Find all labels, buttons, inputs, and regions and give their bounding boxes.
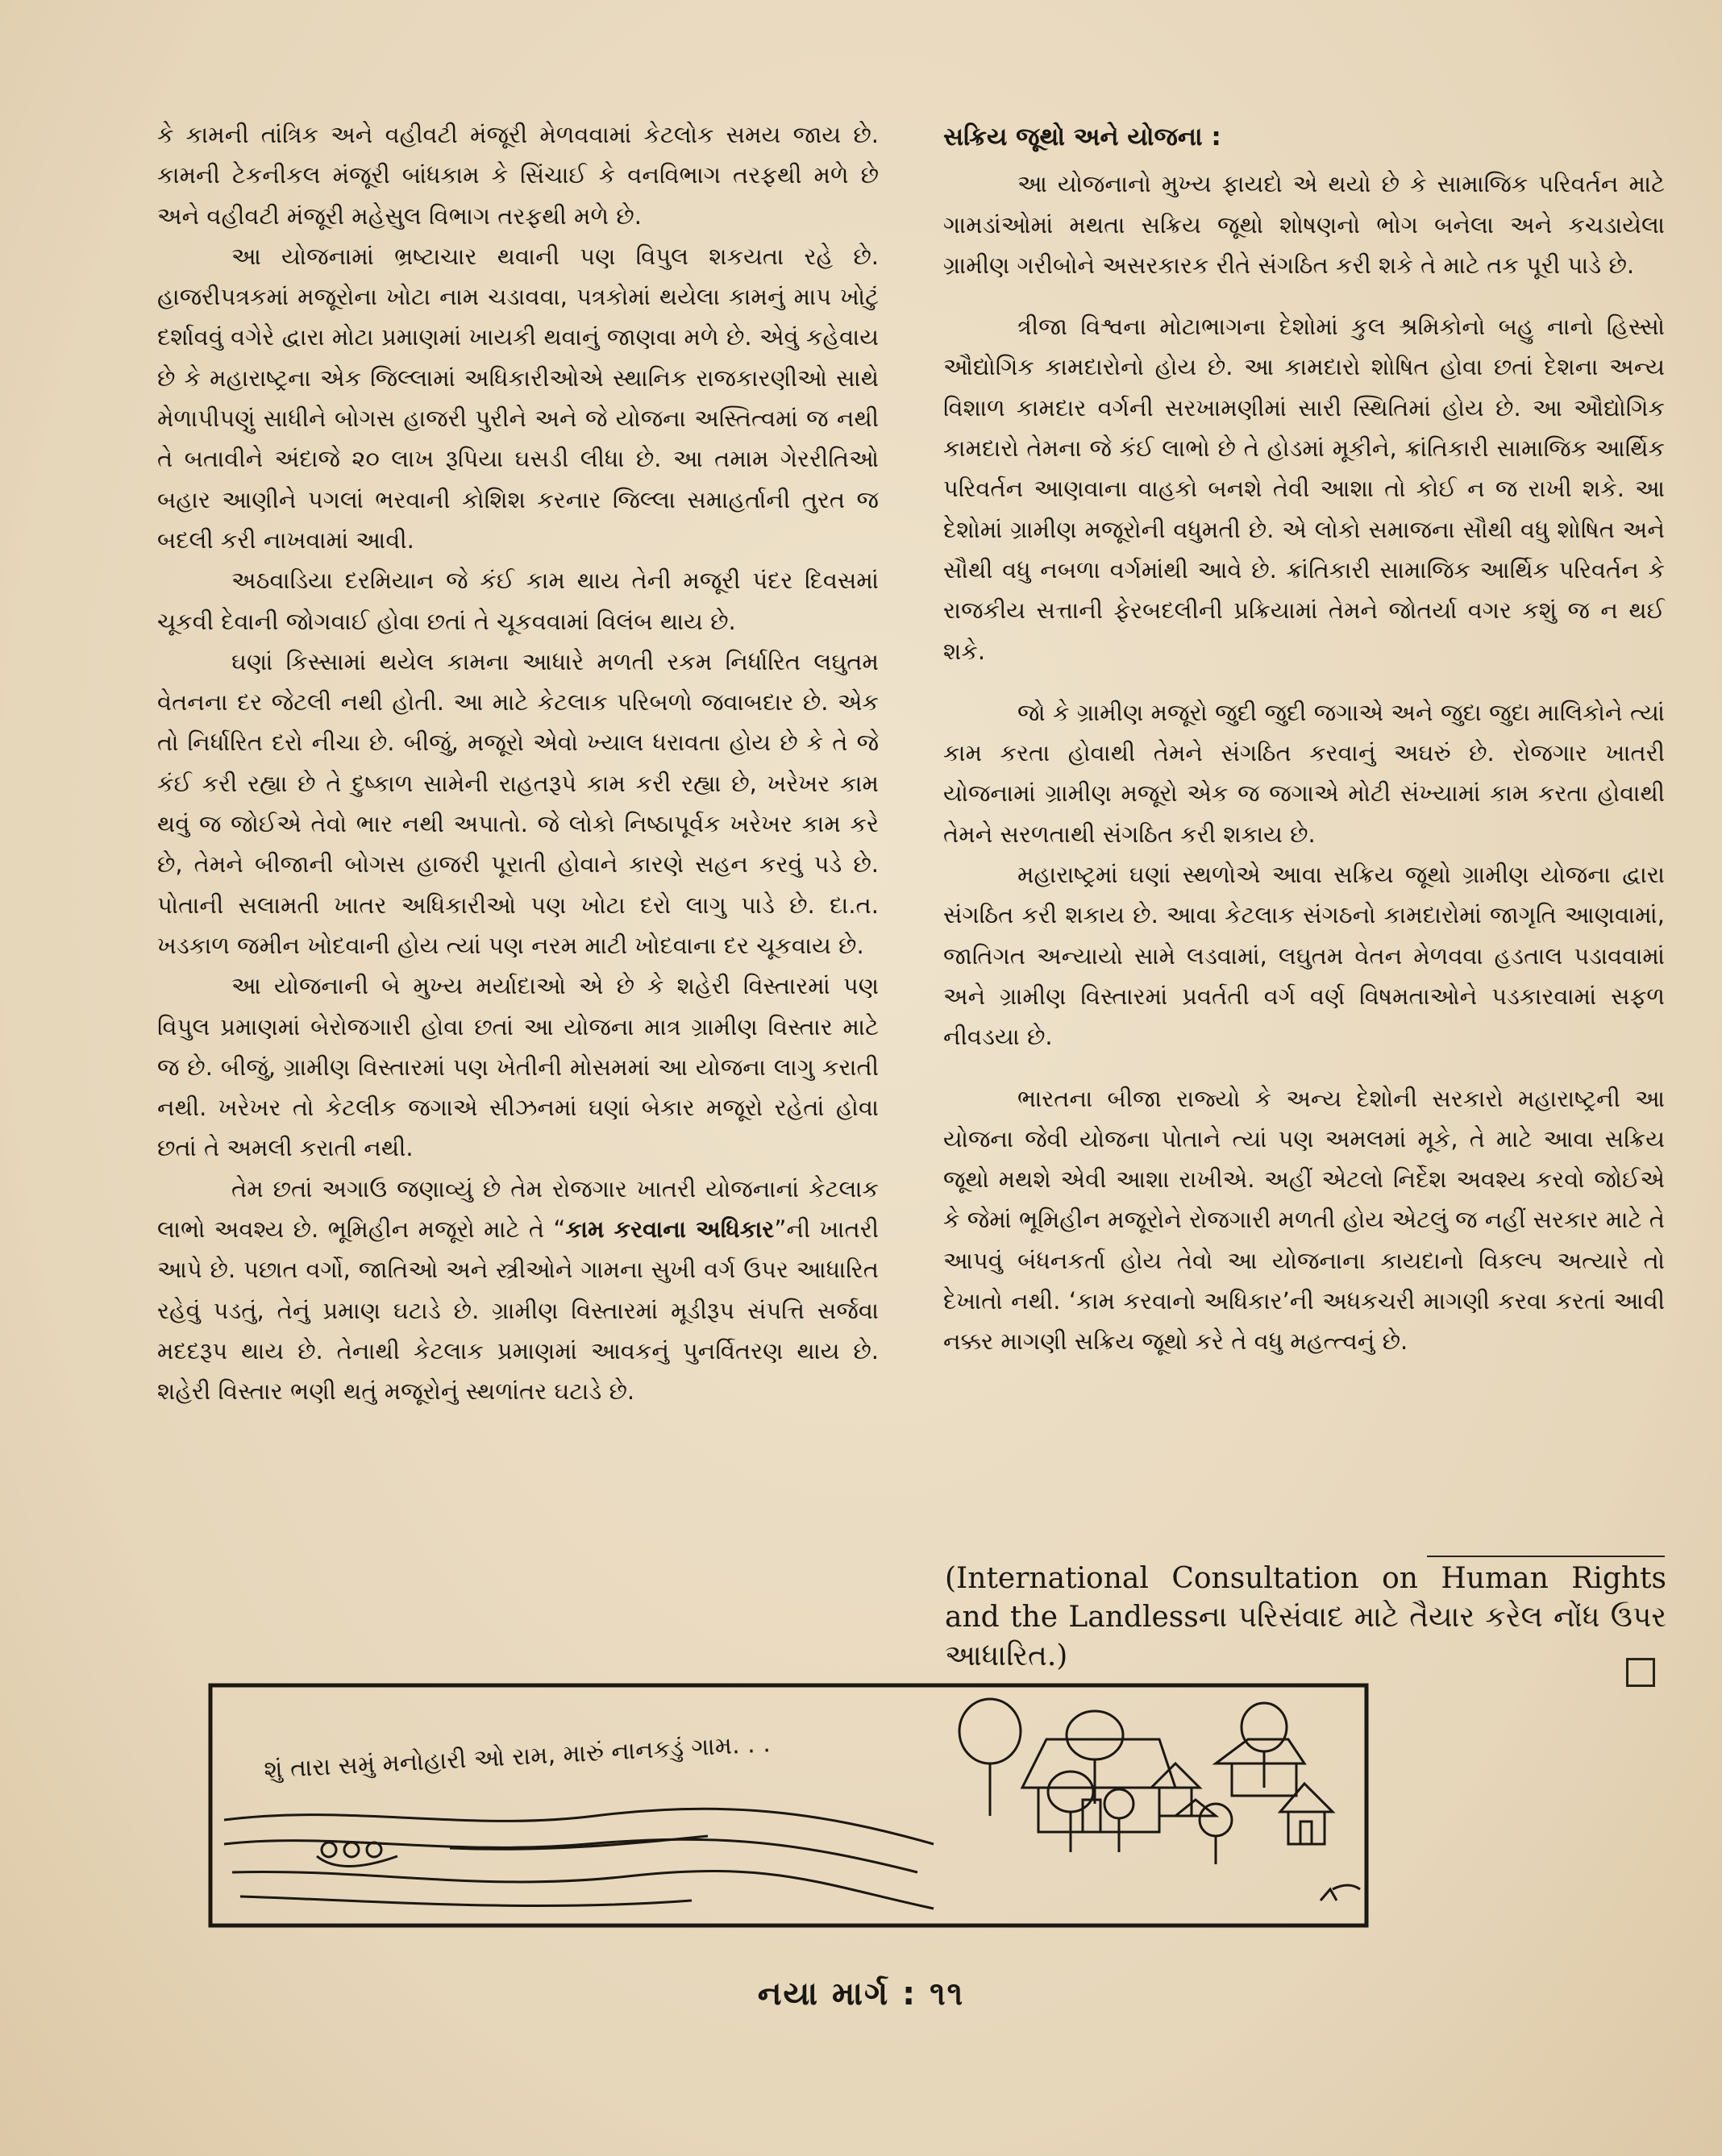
source-citation (945, 1560, 1666, 1676)
right-paragraph-1: આ યોજનાનો મુખ્ય ફાયદો એ થયો છે કે સામાજિક પરિવર્તન માટે ગામડાંઓમાં મથતા સક્રિય જૂથો શોષણનો ભોગ બનેલા અને કચડાયેલા ગ્રામીણ ગરીબોને અસરકારક રીતે સંગઠિત કરી શકે તે માટે તક પૂરી પાડે છે. (943, 170, 1665, 279)
illustration-caption: શું તારા સમું મનોહારી ઓ રામ, મારું નાનકડું ગામ. . . (263, 1730, 772, 1784)
right-to-work-phrase: કામ કરવાના અધિકાર (565, 1215, 775, 1244)
left-paragraph-1: કે કામની તાંત્રિક અને વહીવટી મંજૂરી મેળવવામાં કેટલોક સમય જાય છે. કામની ટેકનીકલ મંજૂરી બાંધકામ કે સિંચાઈ કે વનવિભાગ તરફથી મળે છે અને વહીવટી મંજૂરી મહેસુલ વિભાગ તરફથી મળે છે. (157, 121, 879, 230)
left-paragraph-6-end: ”ની ખાતરી આપે છે. પછાત વર્ગો, જાતિઓ અને સ્ત્રીઓને ગામના સુખી વર્ગ ઉપર આધારિત રહેવું પડતું, તેનું પ્રમાણ ઘટાડે છે. ગ્રામીણ વિસ્તારમાં મૂડીરૂપ સંપત્તિ સર્જવા મદદરૂપ થાય છે. તેનાથી કેટલાક પ્રમાણમાં આવકનું પુનર્વિતરણ થાય છે. શહેરી વિસ્તાર ભણી થતું મજૂરોનું સ્થળાંતર ઘટાડે છે. (157, 1215, 879, 1406)
left-column (157, 114, 879, 1412)
huts (1022, 1739, 1333, 1844)
left-paragraph-3: અઠવાડિયા દરમિયાન જે કંઈ કામ થાય તેની મજૂરી પંદર દિવસમાં ચૂકવી દેવાની જોગવાઈ હોવા છતાં તે ચૂકવવામાં વિલંબ થાય છે. (157, 567, 879, 635)
paragraph-gap (943, 1057, 1665, 1078)
section-heading: સક્રિય જૂથો અને યોજના : (943, 123, 1221, 152)
left-paragraph-4: ઘણાં કિસ્સામાં થયેલ કામના આધારે મળતી રકમ નિર્ધારિત લઘુતમ વેતનના દર જેટલી નથી હોતી. આ માટે કેટલાક પરિબળો જવાબદાર છે. એક તો નિર્ધારિત દરો નીચા છે. બીજું, મજૂરો એવો ખ્યાલ ધરાવતા હોય છે કે તે જે કંઈ કરી રહ્યા છે તે દુષ્કાળ સામેની રાહતરૂપે કામ કરી રહ્યા છે, ખરેખર કામ થવું જ જોઈએ તેવો ભાર નથી અપાતો. જે લોકો નિષ્ઠાપૂર્વક ખરેખર કામ કરે છે, તેમને બીજાની બોગસ હાજરી પૂરાતી હોવાને કારણે સહન કરવું પડે છે. પોતાની સલામતી ખાતર અધિકારીઓ પણ ખોટા દરો લાગુ પાડે છે. દા.ત. ખડકાળ જમીન ખોદવાની હોય ત્યાં પણ નરમ માટી ખોદવાના દર ચૂકવાય છે. (157, 647, 879, 959)
end-of-article-box (1626, 1658, 1655, 1687)
village-illustration (208, 1683, 1369, 1928)
left-paragraph-6 (157, 1169, 879, 1412)
paragraph-gap (943, 285, 1665, 306)
left-paragraph-5: આ યોજનાની બે મુખ્ય મર્યાદાઓ એ છે કે શહેરી વિસ્તારમાં પણ વિપુલ પ્રમાણમાં બેરોજગારી હોવા છતાં આ યોજના માત્ર ગ્રામીણ વિસ્તાર માટે જ છે. બીજું, ગ્રામીણ વિસ્તારમાં પણ ખેતીની મોસમમાં આ યોજના લાગુ કરાતી નથી. ખરેખર તો કેટલીક જગાએ સીઝનમાં ઘણાં બેકાર મજૂરો રહેતાં હોવા છતાં તે અમલી કરાતી નથી. (157, 972, 879, 1162)
page-footer: નયા માર્ગ : ૧૧ (757, 1975, 965, 2013)
paragraph-gap (943, 671, 1665, 692)
right-paragraph-4: મહારાષ્ટ્રમાં ઘણાં સ્થળોએ આવા સક્રિય જૂથો ગ્રામીણ યોજના દ્વારા સંગઠિત કરી શકાય છે. આવા કેટલાક સંગઠનો કામદારોમાં જાગૃતિ આણવામાં, જાતિગત અન્યાયો સામે લડવામાં, લઘુતમ વેતન મેળવવા હડતાલ પડાવવામાં અને ગ્રામીણ વિસ્તારમાં પ્રવર્તતી વર્ગ વર્ણ વિષમતાઓને પડકારવામાં સફળ નીવડયા છે. (943, 861, 1665, 1051)
river-lines (224, 1809, 934, 1909)
citation-gujarati: ના પરિસંવાદ માટે તૈયાર કરેલ નોંધ ઉપર આધારિત.) (945, 1601, 1666, 1672)
illustration-frame (210, 1685, 1366, 1925)
citation-english: (International Consultation on Human Rights and the Landless (945, 1562, 1666, 1634)
left-paragraph-2: આ યોજનામાં ભ્રષ્ટાચાર થવાની પણ વિપુલ શકયતા રહે છે. હાજરીપત્રકમાં મજૂરોના ખોટા નામ ચડાવવા, પત્રકોમાં થયેલા કામનું માપ ખોટું દર્શાવવું વગેરે દ્વારા મોટા પ્રમાણમાં ખાયકી થવાનું જાણવા મળે છે. એવું કહેવાય છે કે મહારાષ્ટ્રના એક જિલ્લામાં અધિકારીઓએ સ્થાનિક રાજકારણીઓ સાથે મેળાપીપણું સાધીને બોગસ હાજરી પુરીને અને જે યોજના અસ્તિત્વમાં જ નથી તે બતાવીને અંદાજે ૨૦ લાખ રૂપિયા ઘસડી લીધા છે. આ તમામ ગેરરીતિઓ બહાર આણીને પગલાં ભરવાની કોશિશ કરનાર જિલ્લા સમાહર્તાની તુરત જ બદલી કરી નાખવામાં આવી. (157, 242, 879, 554)
left-paragraph-6-start: તેમ છતાં અગાઉ જણાવ્યું છે તેમ રોજગાર ખાતરી યોજનાનાં કેટલાક લાભો અવશ્ય છે. ભૂમિહીન મજૂરો માટે તે “ (157, 1174, 879, 1244)
trees (959, 1699, 1287, 1864)
right-paragraph-3: જો કે ગ્રામીણ મજૂરો જુદી જુદી જગાએ અને જુદા જુદા માલિકોને ત્યાં કામ કરતા હોવાથી તેમને સંગઠિત કરવાનું અઘરું છે. રોજગાર ખાતરી યોજનામાં ગ્રામીણ મજૂરો એક જ જગાએ મોટી સંખ્યામાં કામ કરતા હોવાથી તેમને સરળતાથી સંગઠિત કરી શકાય છે. (943, 698, 1665, 848)
right-paragraph-2: ત્રીજા વિશ્વના મોટાભાગના દેશોમાં કુલ શ્રમિકોનો બહુ નાનો હિસ્સો ઔદ્યોગિક કામદારોનો હોય છે. આ કામદારો શોષિત હોવા છતાં દેશના અન્ય વિશાળ કામદાર વર્ગની સરખામણીમાં સારી સ્થિતિમાં હોય છે. આ ઔદ્યોગિક કામદારો તેમના જે કંઈ લાભો છે તે હોડમાં મૂકીને, ક્રાંતિકારી સામાજિક આર્થિક પરિવર્તન આણવાના વાહકો બનશે તેવી આશા તો કોઈ ન જ રાખી શકે. આ દેશોમાં ગ્રામીણ મજૂરોની વધુમતી છે. એ લોકો સમાજના સૌથી વધુ શોષિત અને સૌથી વધુ નબળા વર્ગમાંથી આવે છે. ક્રાંતિકારી સામાજિક આર્થિક પરિવર્તન કે રાજકીય સત્તાની ફેરબદલીની પ્રક્રિયામાં તેમને જોતર્યા વગર કશું જ ન થઈ શકે. (943, 313, 1665, 665)
boat-figures (317, 1842, 397, 1867)
animal-figure (1321, 1885, 1360, 1901)
citation-divider (1427, 1556, 1665, 1557)
right-paragraph-5: ભારતના બીજા રાજ્યો કે અન્ય દેશોની સરકારો મહારાષ્ટ્રની આ યોજના જેવી યોજના પોતાને ત્યાં પણ અમલમાં મૂકે, તે માટે આવા સક્રિય જૂથો મથશે એવી આશા રાખીએ. અહીં એટલો નિર્દેશ અવશ્ય કરવો જોઈએ કે જેમાં ભૂમિહીન મજૂરોને રોજગારી મળતી હોય એટલું જ નહીં સરકાર માટે તે આપવું બંધનકર્તા હોય તેવો આ યોજનાના કાયદાનો વિકલ્પ અત્યારે તો દેખાતો નથી. ‘કામ કરવાનો અધિકાર’ની અધકચરી માગણી કરવા કરતાં આવી નક્કર માગણી સક્રિય જૂથો કરે તે વધુ મહત્ત્વનું છે. (943, 1084, 1665, 1356)
right-column (943, 117, 1665, 1362)
